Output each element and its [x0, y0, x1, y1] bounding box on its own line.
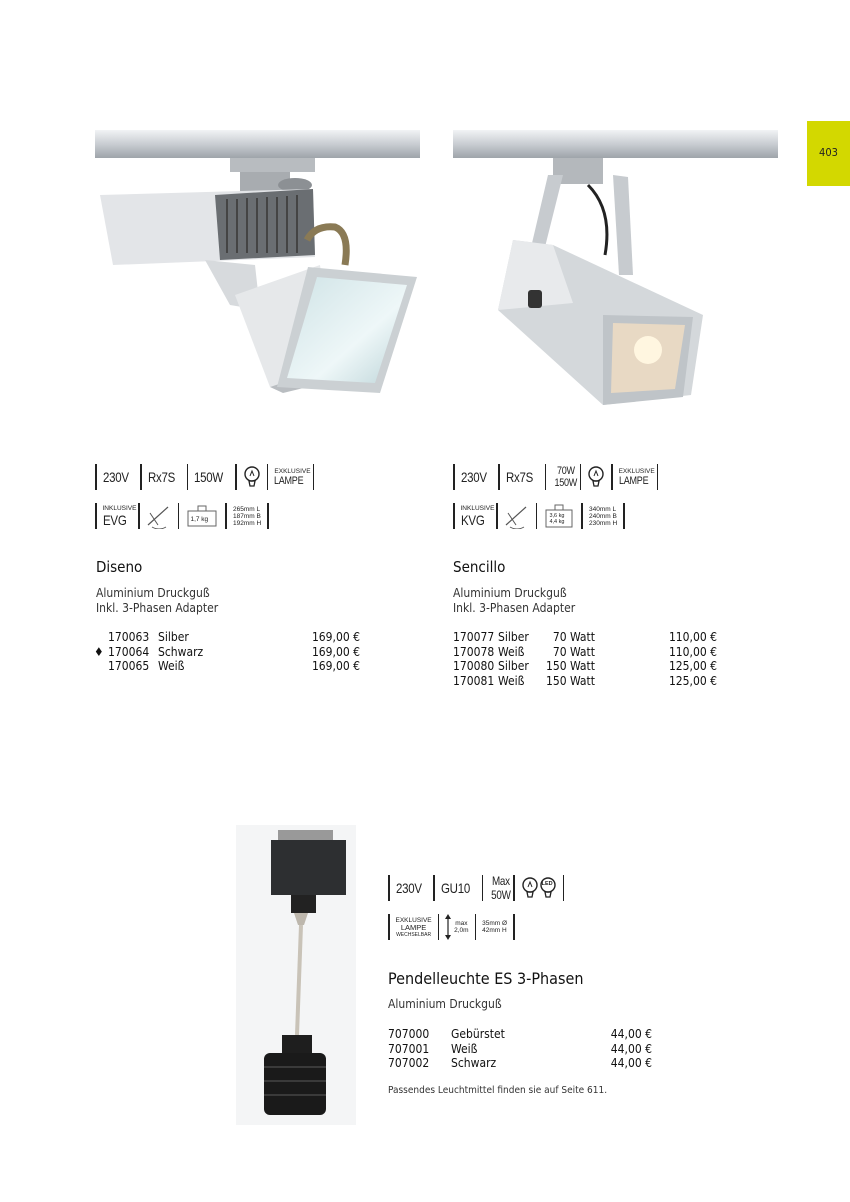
sencillo-title: Sencillo [453, 558, 506, 576]
dim-length: 340mm L [588, 505, 617, 513]
article-color: Schwarz [158, 644, 204, 659]
diseno-spec-row-2 [89, 501, 275, 531]
article-color: Weiß [498, 644, 525, 659]
lamp-excl-line1: EXKLUSIVE [274, 467, 311, 475]
article-code: 707001 [388, 1041, 430, 1056]
spec-voltage: 230V [460, 469, 487, 485]
weight-icon [185, 505, 219, 527]
article-price: 169,00 € [311, 630, 360, 645]
cable-line1: max [455, 920, 468, 927]
table-row [453, 674, 717, 689]
article-color: Weiß [451, 1041, 478, 1056]
article-code: 170063 [108, 630, 150, 645]
pendel-product-image [236, 825, 356, 1125]
article-watt: 70 Watt [552, 644, 595, 659]
article-code: 170065 [108, 659, 150, 674]
pendel-spec-row-1 [382, 873, 570, 903]
dim-diameter: 35mm Ø [482, 920, 508, 927]
table-row [453, 659, 717, 674]
dim-height: 192mm H [232, 519, 262, 527]
page-number: 403 [819, 146, 838, 159]
cable-length-arrow-icon [445, 914, 451, 940]
diseno-product-image [95, 125, 425, 400]
table-row [388, 1042, 652, 1057]
table-row [94, 659, 360, 674]
article-color: Silber [498, 659, 529, 674]
lamp-excl-line2: LAMPE [274, 474, 304, 487]
table-row [94, 630, 360, 645]
lamp-line3: WECHSELBAR [396, 931, 432, 938]
table-row [453, 645, 717, 660]
pendel-note: Passendes Leuchtmittel finden sie auf Seite 611. [388, 1085, 608, 1096]
spec-max-line1: Max [492, 874, 511, 888]
article-watt: 150 Watt [545, 659, 595, 674]
article-price: 169,00 € [311, 644, 360, 659]
article-code: 170077 [453, 630, 495, 645]
pendel-title: Pendelleuchte ES 3-Phasen [388, 969, 584, 988]
ballast-line1: INKLUSIVE [460, 504, 495, 512]
spec-socket: Rx7S [505, 469, 533, 485]
sencillo-adapter: Inkl. 3-Phasen Adapter [453, 601, 576, 615]
page-number-tab [807, 121, 850, 186]
ballast-line1: INKLUSIVE [102, 504, 137, 512]
spec-voltage: 230V [395, 880, 422, 896]
lamp-excl-line2: LAMPE [618, 474, 648, 487]
diseno-title: Diseno [96, 558, 143, 576]
article-code: 170078 [453, 644, 495, 659]
sencillo-material: Aluminium Druckguß [453, 586, 567, 600]
article-color: Schwarz [451, 1056, 497, 1071]
article-color: Gebürstet [451, 1027, 505, 1042]
diseno-item-table [94, 630, 360, 674]
dim-height: 42mm H [482, 927, 507, 934]
lamp-line2: LAMPE [400, 922, 427, 932]
article-price: 44,00 € [610, 1056, 652, 1071]
spec-max-line2: 50W [491, 888, 512, 902]
led-label: LED [541, 881, 553, 887]
rotate-tilt-icon [146, 503, 172, 529]
row-marker [94, 630, 108, 645]
pendel-spec-row-2 [382, 912, 521, 942]
table-row [388, 1027, 652, 1042]
weight-value: 1,7 kg [190, 516, 209, 523]
article-watt: 150 Watt [545, 673, 595, 688]
bulb-icon [243, 466, 261, 488]
article-price: 125,00 € [668, 673, 717, 688]
article-watt: 70 Watt [552, 630, 595, 645]
article-code: 170064 [108, 644, 150, 659]
article-color: Silber [158, 630, 189, 645]
ballast-line2: EVG [102, 511, 127, 528]
cable-line2: 2,0m [454, 927, 469, 934]
diseno-adapter: Inkl. 3-Phasen Adapter [96, 601, 219, 615]
pendel-item-table [388, 1027, 652, 1071]
weight-icon [543, 504, 575, 528]
rotate-tilt-icon [504, 503, 530, 529]
article-price: 44,00 € [610, 1041, 652, 1056]
table-row [453, 630, 717, 645]
diseno-spec-row-1 [89, 462, 320, 492]
ballast-line2: KVG [460, 511, 485, 528]
article-code: 707002 [388, 1056, 430, 1071]
diseno-material: Aluminium Druckguß [96, 586, 210, 600]
article-code: 170080 [453, 659, 495, 674]
spec-socket: GU10 [440, 880, 470, 896]
led-bulb-icon [539, 877, 557, 899]
spec-wattage: 150W [194, 469, 224, 485]
article-color: Silber [498, 630, 529, 645]
lamp-line1: EXKLUSIVE [395, 916, 432, 924]
row-marker [94, 659, 108, 674]
bulb-icon [521, 877, 539, 899]
spec-watt-70: 70W [556, 465, 575, 477]
article-price: 110,00 € [668, 644, 717, 659]
dim-width: 187mm B [232, 512, 261, 520]
spec-voltage: 230V [102, 469, 129, 485]
article-color: Weiß [498, 673, 525, 688]
weight-value-2: 4,4 kg [549, 519, 565, 525]
pendel-material: Aluminium Druckguß [388, 997, 502, 1011]
bulb-icon [587, 466, 605, 488]
article-price: 169,00 € [311, 659, 360, 674]
spec-socket: Rx7S [147, 469, 175, 485]
article-code: 170081 [453, 673, 495, 688]
article-code: 707000 [388, 1027, 430, 1042]
dim-length: 265mm L [232, 505, 261, 513]
table-row [94, 645, 360, 660]
article-price: 44,00 € [610, 1027, 652, 1042]
article-color: Weiß [158, 659, 185, 674]
dim-width: 240mm B [588, 512, 617, 520]
article-price: 110,00 € [668, 630, 717, 645]
sencillo-product-image [453, 125, 783, 410]
dim-height: 230mm H [588, 519, 618, 527]
article-price: 125,00 € [668, 659, 717, 674]
sencillo-item-table [453, 630, 717, 688]
weight-value-1: 3,6 kg [549, 513, 565, 519]
spec-watt-150: 150W [554, 477, 578, 489]
table-row [388, 1056, 652, 1071]
row-marker: ♦ [94, 644, 104, 659]
sencillo-spec-row-1 [447, 462, 664, 492]
lamp-excl-line1: EXKLUSIVE [618, 467, 655, 475]
sencillo-spec-row-2 [447, 501, 631, 531]
